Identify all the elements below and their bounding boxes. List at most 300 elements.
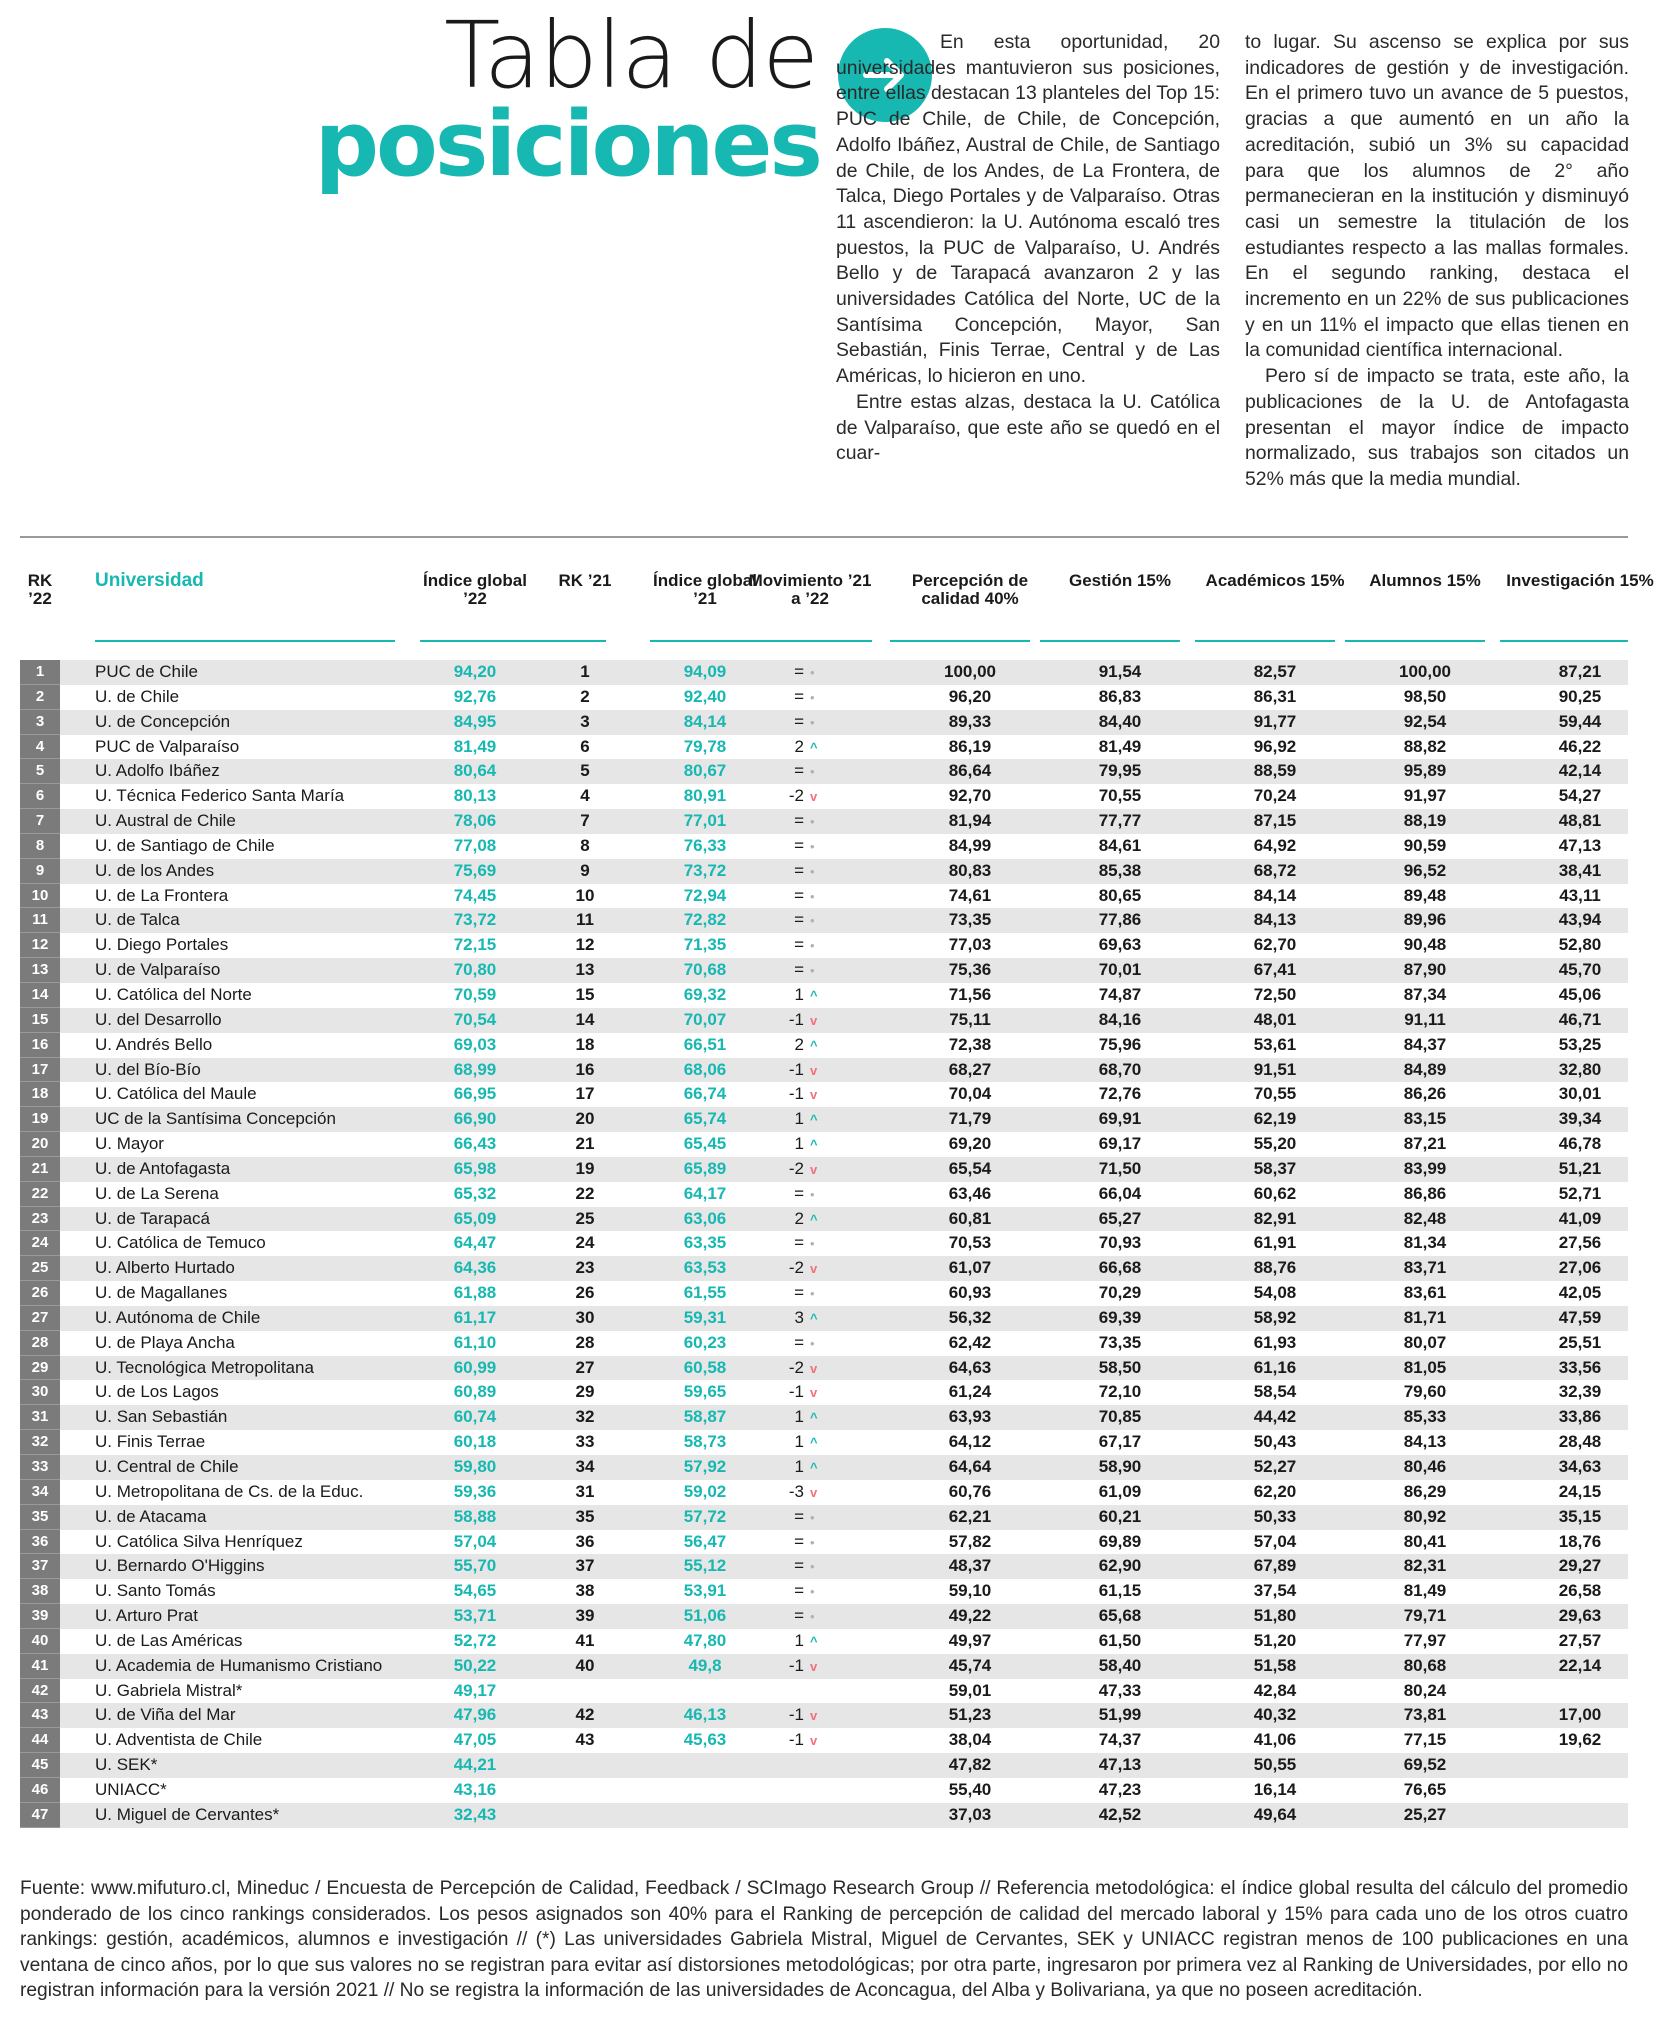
indice-global-21: 57,72 — [683, 1506, 727, 1526]
percepcion-calidad: 60,93 — [948, 1283, 992, 1303]
investigacion — [1480, 1803, 1680, 1828]
chevron-down-icon: v — [810, 1385, 818, 1401]
university-name: U. Católica Silva Henríquez — [95, 1531, 303, 1551]
rank-21: 29 — [575, 1382, 595, 1402]
investigacion: 53,25 — [1558, 1034, 1602, 1054]
table-row — [20, 1132, 1628, 1157]
chevron-down-icon: v — [810, 1161, 818, 1177]
chevron-up-icon: ^ — [810, 1112, 818, 1128]
alumnos: 91,97 — [1403, 786, 1447, 806]
table-row — [20, 1728, 1628, 1753]
percepcion-calidad: 37,03 — [948, 1804, 992, 1824]
alumnos: 81,71 — [1403, 1307, 1447, 1327]
university-name: U. Autónoma de Chile — [95, 1307, 261, 1327]
rank-22: 25 — [20, 1256, 60, 1281]
table-row — [20, 710, 1628, 735]
indice-global-22: 57,04 — [453, 1531, 497, 1551]
investigacion: 35,15 — [1558, 1506, 1602, 1526]
gestion: 79,95 — [1098, 761, 1142, 781]
movimiento — [760, 1157, 870, 1182]
table-row — [20, 1629, 1628, 1654]
movimiento — [760, 884, 870, 909]
rank-21: 42 — [575, 1705, 595, 1725]
dot-icon: • — [810, 838, 815, 854]
investigacion: 27,57 — [1558, 1630, 1602, 1650]
intro-paragraph: En esta oportunidad, 20 universidades mantuvieron sus posiciones, entre ellas destacan 13 planteles del Top 15: PUC de Chile, de Chile, de Concepción, Adolfo Ibáñez, Austral de Chile, de Santiago de Chile, de los Andes, de La Frontera, de Talca, Diego Portales y de Valparaíso. Otras 11 ascendieron: la U. Autónoma escaló tres puestos, la PUC de Valparaíso, U. Andrés Bello y de Tarapacá avanzaron 2 y las universidades Católica del Norte, UC de la Santísima Concepción, Mayor, San Sebastián, Finis Terrae, Central y de Las Américas, lo hicieron en uno. — [836, 31, 1220, 388]
movimiento — [760, 1430, 870, 1455]
movimiento-value: -2 — [788, 1357, 804, 1377]
investigacion — [1480, 1679, 1680, 1704]
alumnos: 82,48 — [1403, 1208, 1447, 1228]
chevron-down-icon: v — [810, 1062, 818, 1078]
indice-global-22: 66,95 — [453, 1084, 497, 1104]
alumnos: 89,48 — [1403, 885, 1447, 905]
rank-22: 38 — [20, 1579, 60, 1604]
academicos: 67,89 — [1253, 1556, 1297, 1576]
rank-22: 27 — [20, 1306, 60, 1331]
university-name: U. de Atacama — [95, 1506, 207, 1526]
investigacion: 46,71 — [1558, 1009, 1602, 1029]
indice-global-22: 70,80 — [453, 960, 497, 980]
university-name: UC de la Santísima Concepción — [95, 1109, 336, 1129]
rank-21: 27 — [575, 1357, 595, 1377]
university-name: U. Metropolitana de Cs. de la Educ. — [95, 1481, 364, 1501]
rank-21 — [530, 1778, 640, 1803]
percepcion-calidad: 62,42 — [948, 1332, 992, 1352]
indice-global-22: 61,17 — [453, 1307, 497, 1327]
indice-global-22: 70,59 — [453, 984, 497, 1004]
rank-22: 9 — [20, 859, 60, 884]
indice-global-22: 47,96 — [453, 1705, 497, 1725]
table-row — [20, 1803, 1628, 1828]
rank-21: 3 — [580, 711, 590, 731]
gestion: 51,99 — [1098, 1705, 1142, 1725]
indice-global-22: 49,17 — [453, 1680, 497, 1700]
academicos: 41,06 — [1253, 1730, 1297, 1750]
indice-global-21: 68,06 — [683, 1059, 727, 1079]
university-name: U. de La Serena — [95, 1183, 219, 1203]
indice-global-22: 59,36 — [453, 1481, 497, 1501]
alumnos: 79,60 — [1403, 1382, 1447, 1402]
percepcion-calidad: 60,81 — [948, 1208, 992, 1228]
indice-global-21: 72,94 — [683, 885, 727, 905]
movimiento-value: = — [794, 811, 804, 831]
academicos: 87,15 — [1253, 811, 1297, 831]
percepcion-calidad: 71,56 — [948, 984, 992, 1004]
indice-global-22: 60,99 — [453, 1357, 497, 1377]
percepcion-calidad: 71,79 — [948, 1109, 992, 1129]
university-name: U. Adventista de Chile — [95, 1730, 263, 1750]
indice-global-22: 78,06 — [453, 811, 497, 831]
investigacion: 27,56 — [1558, 1233, 1602, 1253]
alumnos: 80,41 — [1403, 1531, 1447, 1551]
indice-global-21: 59,65 — [683, 1382, 727, 1402]
university-name: U. de Las Américas — [95, 1630, 243, 1650]
header-percepcion: Percepción de calidad 40% — [911, 571, 1029, 608]
header-alumnos: Alumnos 15% — [1369, 571, 1481, 590]
indice-global-21: 66,74 — [683, 1084, 727, 1104]
gestion: 70,93 — [1098, 1233, 1142, 1253]
university-name: U. Católica del Maule — [95, 1084, 257, 1104]
percepcion-calidad: 38,04 — [948, 1730, 992, 1750]
indice-global-21: 70,07 — [683, 1009, 727, 1029]
table-row — [20, 1554, 1628, 1579]
academicos: 61,91 — [1253, 1233, 1297, 1253]
rank-21: 2 — [580, 686, 590, 706]
rank-22: 44 — [20, 1728, 60, 1753]
rank-22: 30 — [20, 1380, 60, 1405]
movimiento-value: -1 — [788, 1705, 804, 1725]
table-row — [20, 1256, 1628, 1281]
movimiento-value: = — [794, 1283, 804, 1303]
dot-icon: • — [810, 1509, 815, 1525]
investigacion: 59,44 — [1558, 711, 1602, 731]
table-row — [20, 1182, 1628, 1207]
movimiento — [760, 1505, 870, 1530]
rank-22: 39 — [20, 1604, 60, 1629]
dot-icon: • — [810, 1559, 815, 1575]
indice-global-21: 63,35 — [683, 1233, 727, 1253]
percepcion-calidad: 61,07 — [948, 1258, 992, 1278]
gestion: 67,17 — [1098, 1432, 1142, 1452]
header-ig21: Índice global ’21 — [653, 571, 757, 608]
movimiento-value: -1 — [788, 1084, 804, 1104]
rank-22: 23 — [20, 1207, 60, 1232]
gestion: 66,04 — [1098, 1183, 1142, 1203]
table-row — [20, 1505, 1628, 1530]
academicos: 88,59 — [1253, 761, 1297, 781]
investigacion: 46,78 — [1558, 1134, 1602, 1154]
rank-22: 22 — [20, 1182, 60, 1207]
indice-global-22: 58,88 — [453, 1506, 497, 1526]
indice-global-21: 59,02 — [683, 1481, 727, 1501]
dot-icon: • — [810, 1609, 815, 1625]
rank-21: 25 — [575, 1208, 595, 1228]
university-name: U. Técnica Federico Santa María — [95, 786, 345, 806]
alumnos: 90,59 — [1403, 835, 1447, 855]
movimiento-value: = — [794, 1606, 804, 1626]
header-underline — [650, 640, 760, 642]
gestion: 85,38 — [1098, 860, 1142, 880]
percepcion-calidad: 69,20 — [948, 1134, 992, 1154]
investigacion: 22,14 — [1558, 1655, 1602, 1675]
investigacion: 28,48 — [1558, 1432, 1602, 1452]
indice-global-22: 61,88 — [453, 1283, 497, 1303]
chevron-up-icon: ^ — [810, 1211, 818, 1227]
indice-global-22: 77,08 — [453, 835, 497, 855]
alumnos: 85,33 — [1403, 1407, 1447, 1427]
table-row — [20, 759, 1628, 784]
alumnos: 69,52 — [1403, 1755, 1447, 1775]
indice-global-22: 61,10 — [453, 1332, 497, 1352]
movimiento — [760, 660, 870, 685]
rank-21: 15 — [575, 984, 595, 1004]
investigacion: 90,25 — [1558, 686, 1602, 706]
header-underline — [890, 640, 1030, 642]
academicos: 60,62 — [1253, 1183, 1297, 1203]
percepcion-calidad: 47,82 — [948, 1755, 992, 1775]
investigacion: 33,56 — [1558, 1357, 1602, 1377]
table-row — [20, 1008, 1628, 1033]
university-name: U. de Talca — [95, 910, 180, 930]
movimiento-value: -1 — [788, 1730, 804, 1750]
rank-21: 11 — [576, 910, 594, 930]
investigacion: 87,21 — [1558, 662, 1602, 681]
percepcion-calidad: 72,38 — [948, 1034, 992, 1054]
gestion: 62,90 — [1098, 1556, 1142, 1576]
rank-21: 36 — [575, 1531, 595, 1551]
academicos: 16,14 — [1253, 1779, 1297, 1799]
chevron-down-icon: v — [810, 789, 818, 805]
alumnos: 87,21 — [1403, 1134, 1447, 1154]
indice-global-21: 65,89 — [683, 1158, 727, 1178]
gestion: 84,61 — [1098, 835, 1142, 855]
alumnos: 82,31 — [1403, 1556, 1447, 1576]
university-name: PUC de Valparaíso — [95, 736, 240, 756]
table-row — [20, 660, 1628, 685]
header-universidad: Universidad — [95, 570, 204, 591]
indice-global-21: 64,17 — [683, 1183, 727, 1203]
movimiento — [760, 908, 870, 933]
rank-21: 1 — [580, 662, 590, 681]
percepcion-calidad: 64,64 — [948, 1457, 992, 1476]
gestion: 91,54 — [1098, 662, 1142, 681]
investigacion: 54,27 — [1558, 786, 1602, 806]
indice-global-21: 77,01 — [683, 811, 727, 831]
indice-global-22: 64,47 — [453, 1233, 497, 1253]
alumnos: 73,81 — [1403, 1705, 1447, 1725]
rank-22: 3 — [20, 710, 60, 735]
rank-22: 40 — [20, 1629, 60, 1654]
investigacion — [1480, 1778, 1680, 1803]
percepcion-calidad: 61,24 — [948, 1382, 992, 1402]
percepcion-calidad: 75,36 — [948, 960, 992, 980]
rank-22: 8 — [20, 834, 60, 859]
university-name: U. Católica de Temuco — [95, 1233, 266, 1253]
chevron-down-icon: v — [810, 1261, 818, 1277]
movimiento — [760, 1306, 870, 1331]
university-name: UNIACC* — [95, 1779, 167, 1799]
academicos: 44,42 — [1253, 1407, 1297, 1427]
movimiento-value: = — [794, 960, 804, 980]
rank-22: 20 — [20, 1132, 60, 1157]
investigacion: 29,63 — [1558, 1606, 1602, 1626]
indice-global-22: 65,98 — [453, 1158, 497, 1178]
academicos: 49,64 — [1253, 1804, 1297, 1824]
indice-global-21: 70,68 — [683, 960, 727, 980]
rank-21: 19 — [575, 1158, 595, 1178]
table-row — [20, 859, 1628, 884]
rank-22: 42 — [20, 1679, 60, 1704]
rank-21: 12 — [575, 935, 595, 955]
gestion: 61,50 — [1098, 1630, 1142, 1650]
alumnos: 80,46 — [1403, 1457, 1447, 1476]
title-line-2: posiciones — [314, 92, 820, 197]
academicos: 62,70 — [1253, 935, 1297, 955]
indice-global-21: 45,63 — [683, 1730, 727, 1750]
movimiento-value: = — [794, 1183, 804, 1203]
percepcion-calidad: 75,11 — [949, 1009, 991, 1029]
header-investigacion: Investigación 15% — [1506, 571, 1654, 590]
table-row — [20, 1207, 1628, 1232]
indice-global-21: 79,78 — [683, 736, 727, 756]
university-name: U. Santo Tomás — [95, 1581, 216, 1601]
university-name: U. Central de Chile — [95, 1457, 239, 1476]
investigacion: 17,00 — [1558, 1705, 1602, 1725]
indice-global-21: 55,12 — [683, 1556, 727, 1576]
movimiento-value: = — [794, 761, 804, 781]
indice-global-21 — [630, 1679, 780, 1704]
movimiento-value: = — [794, 1531, 804, 1551]
alumnos: 76,65 — [1403, 1779, 1447, 1799]
rank-21: 9 — [580, 860, 590, 880]
academicos: 51,80 — [1253, 1606, 1297, 1626]
investigacion: 25,51 — [1558, 1332, 1602, 1352]
academicos: 82,57 — [1253, 662, 1297, 681]
university-name: U. Tecnológica Metropolitana — [95, 1357, 314, 1377]
indice-global-22: 43,16 — [453, 1779, 497, 1799]
investigacion: 45,06 — [1558, 984, 1602, 1004]
gestion: 47,33 — [1098, 1680, 1142, 1700]
movimiento-value: 1 — [794, 1457, 804, 1476]
investigacion: 43,11 — [1559, 885, 1601, 905]
movimiento — [760, 1654, 870, 1679]
indice-global-22: 94,20 — [453, 662, 497, 681]
university-name: U. Gabriela Mistral* — [95, 1680, 243, 1700]
investigacion: 46,22 — [1558, 736, 1602, 756]
alumnos: 84,13 — [1403, 1432, 1447, 1452]
investigacion: 48,81 — [1558, 811, 1602, 831]
indice-global-22: 80,13 — [453, 786, 497, 806]
gestion: 75,96 — [1098, 1034, 1142, 1054]
movimiento — [760, 1231, 870, 1256]
alumnos: 92,54 — [1403, 711, 1447, 731]
university-name: U. Católica del Norte — [95, 984, 252, 1004]
rank-22: 12 — [20, 933, 60, 958]
gestion: 47,23 — [1098, 1779, 1142, 1799]
investigacion — [1480, 1753, 1680, 1778]
alumnos: 79,71 — [1403, 1606, 1447, 1626]
percepcion-calidad: 51,23 — [948, 1705, 992, 1725]
intro-paragraph: to lugar. Su ascenso se explica por sus indicadores de gestión y de investigación. En el primero tuvo un avance de 5 puestos, gracias a que aumentó en un año la acreditación, subió un 3% su capacidad para que los alumnos de 2° año permanecieran en la institución y disminuyó casi un semestre la titulación de los estudiantes respecto a las mallas formales. En el segundo ranking, destaca el incremento en un 22% de sus publicaciones y en un 11% el impacto que ellas tienen en la comunidad científica internacional. — [1245, 31, 1629, 362]
indice-global-21: 73,72 — [683, 860, 727, 880]
indice-global-22: 55,70 — [453, 1556, 497, 1576]
indice-global-22: 81,49 — [453, 736, 497, 756]
gestion: 84,16 — [1098, 1009, 1142, 1029]
percepcion-calidad: 77,03 — [948, 935, 992, 955]
header-movimiento: Movimiento ’21 a ’22 — [748, 571, 872, 608]
percepcion-calidad: 100,00 — [944, 662, 996, 681]
rank-21: 34 — [575, 1457, 595, 1476]
academicos: 55,20 — [1253, 1134, 1297, 1154]
chevron-down-icon: v — [810, 1012, 818, 1028]
university-name: U. Diego Portales — [95, 935, 229, 955]
rank-21: 8 — [580, 835, 590, 855]
indice-global-21: 63,06 — [683, 1208, 727, 1228]
alumnos: 83,99 — [1403, 1158, 1447, 1178]
table-row — [20, 1455, 1628, 1480]
movimiento — [760, 1331, 870, 1356]
investigacion: 52,71 — [1558, 1183, 1602, 1203]
header-underline — [1195, 640, 1335, 642]
academicos: 70,24 — [1253, 786, 1297, 806]
rank-22: 2 — [20, 685, 60, 710]
header-rk21: RK ’21 — [558, 571, 612, 590]
alumnos: 80,24 — [1403, 1680, 1447, 1700]
header-underline — [420, 640, 530, 642]
percepcion-calidad: 63,93 — [948, 1407, 992, 1427]
movimiento — [760, 834, 870, 859]
university-name: U. de Playa Ancha — [95, 1332, 235, 1352]
percepcion-calidad: 81,94 — [948, 811, 992, 831]
dot-icon: • — [810, 1236, 815, 1252]
movimiento — [760, 958, 870, 983]
percepcion-calidad: 55,40 — [948, 1779, 992, 1799]
chevron-up-icon: ^ — [810, 1137, 818, 1153]
gestion: 70,55 — [1098, 786, 1142, 806]
indice-global-21: 63,53 — [683, 1258, 727, 1278]
header-ig22: Índice global ’22 — [423, 571, 527, 608]
gestion: 58,40 — [1098, 1655, 1142, 1675]
rank-22: 46 — [20, 1778, 60, 1803]
movimiento-value: = — [794, 662, 804, 681]
movimiento — [760, 1554, 870, 1579]
table-row — [20, 1082, 1628, 1107]
indice-global-21: 47,80 — [683, 1630, 727, 1650]
university-name: U. Andrés Bello — [95, 1034, 213, 1054]
indice-global-21: 84,14 — [683, 711, 727, 731]
indice-global-22: 66,90 — [453, 1109, 497, 1129]
chevron-up-icon: ^ — [810, 1633, 818, 1649]
header-underline — [752, 640, 872, 642]
table-row — [20, 884, 1628, 909]
investigacion: 45,70 — [1558, 960, 1602, 980]
alumnos: 98,50 — [1403, 686, 1447, 706]
movimiento — [760, 1530, 870, 1555]
header-underline — [1345, 640, 1485, 642]
gestion: 61,15 — [1098, 1581, 1142, 1601]
indice-global-21: 56,47 — [683, 1531, 727, 1551]
academicos: 54,08 — [1253, 1283, 1297, 1303]
table-row — [20, 1157, 1628, 1182]
indice-global-22: 74,45 — [453, 885, 497, 905]
indice-global-22: 50,22 — [453, 1655, 497, 1675]
movimiento — [760, 1107, 870, 1132]
dot-icon: • — [810, 963, 815, 979]
gestion: 61,09 — [1098, 1481, 1142, 1501]
gestion: 74,87 — [1098, 984, 1142, 1004]
gestion: 69,39 — [1098, 1307, 1142, 1327]
gestion: 86,83 — [1098, 686, 1142, 706]
intro-paragraph: Entre estas alzas, destaca la U. Católica de Valparaíso, que este año se quedó en el cuar- — [836, 390, 1220, 465]
indice-global-21 — [630, 1753, 780, 1778]
academicos: 82,91 — [1253, 1208, 1297, 1228]
alumnos: 84,37 — [1403, 1034, 1447, 1054]
investigacion: 29,27 — [1558, 1556, 1602, 1576]
academicos: 40,32 — [1253, 1705, 1297, 1725]
rank-22: 33 — [20, 1455, 60, 1480]
table-row — [20, 784, 1628, 809]
movimiento — [760, 685, 870, 710]
gestion: 72,10 — [1098, 1382, 1142, 1402]
movimiento — [760, 1604, 870, 1629]
movimiento — [760, 1405, 870, 1430]
movimiento — [760, 1629, 870, 1654]
indice-global-21: 58,73 — [683, 1432, 727, 1452]
alumnos: 86,29 — [1403, 1481, 1447, 1501]
percepcion-calidad: 48,37 — [948, 1556, 992, 1576]
movimiento-value: -3 — [788, 1481, 804, 1501]
